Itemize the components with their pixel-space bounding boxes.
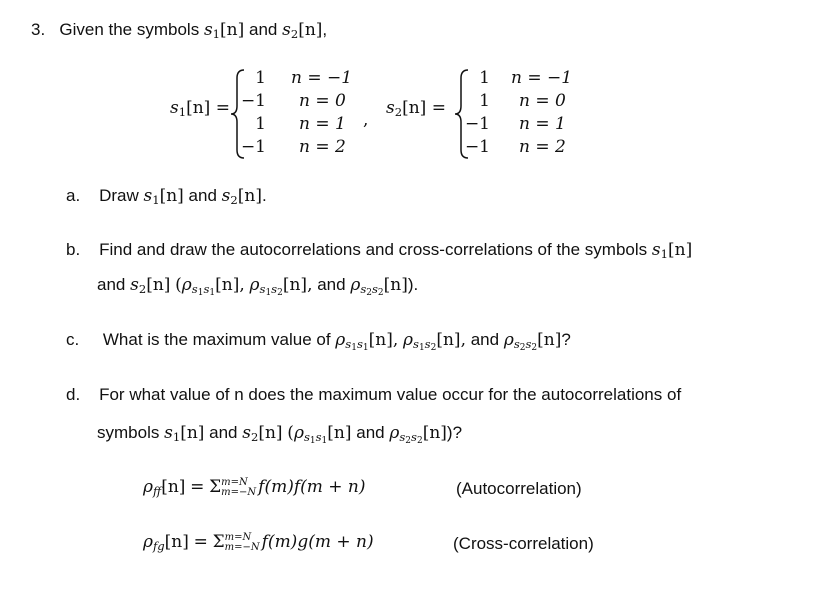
autocorrelation-formula: $\rho_{ff}[n] = \Sigma m=N$ m=−N f(m)f(m + n) (143, 476, 366, 499)
auto-sigma: Σ (209, 477, 222, 497)
s1-value-0: 1 (255, 68, 266, 88)
s2-cond-0: n = −1 (511, 68, 573, 88)
question-number: 3. (31, 20, 46, 39)
s2-value-2: −1 (464, 114, 490, 134)
s1-trailing-comma: , (363, 110, 369, 130)
s2-cond-1: n = 0 (519, 91, 566, 111)
s1-value-1: −1 (240, 91, 266, 111)
auto-body: f(m)f(m + n) (258, 477, 366, 497)
s1-cond-3: n = 2 (299, 137, 346, 157)
part-c-label: c. (66, 330, 80, 349)
question-intro: Given the symbols (59, 20, 200, 39)
s2-value-3: −1 (464, 137, 490, 157)
cross-sigma: Σ (212, 532, 225, 552)
s1-cond-0: n = −1 (291, 68, 353, 88)
part-d-line1: d. For what value of n does the maximum value occur for the autocorrelations of (66, 385, 682, 404)
s2-cond-3: n = 2 (519, 137, 566, 157)
autocorrelation-label: (Autocorrelation) (456, 479, 582, 498)
s1-value-3: −1 (240, 137, 266, 157)
part-a-label: a. (66, 186, 81, 205)
s1-lhs: $s_1[n]$ = (170, 98, 230, 120)
question-header: 3. Given the symbols $s_1[n]$ and $s_2[n]$, (31, 20, 328, 42)
s2-value-1: 1 (479, 91, 490, 111)
part-b-label: b. (66, 240, 81, 259)
part-d-label: d. (66, 385, 81, 404)
crosscorrelation-label: (Cross-correlation) (453, 534, 594, 553)
s1-cond-1: n = 0 (299, 91, 346, 111)
s2-value-0: 1 (479, 68, 490, 88)
crosscorrelation-formula: $\rho_{fg}[n] = \Sigma m=N$ m=−N f(m)g(m + n) (143, 531, 374, 554)
cross-body: f(m)g(m + n) (261, 532, 374, 552)
part-c: c. What is the maximum value of $\rho_{s1s1}[n]$, $\rho_{s1s2}[n]$, and $\rho_{s2s2}[n]$? (66, 330, 571, 354)
part-d-line2: symbols $s_1[n]$ and $s_2[n]$ ($\rho_{s1s1}[n]$ and $\rho_{s2s2}[n]$)? (97, 423, 463, 447)
s1-value-2: 1 (255, 114, 266, 134)
part-a: a. Draw $s_1[n]$ and $s_2[n]$. (66, 186, 267, 208)
s2-lhs: $s_2[n]$ = (386, 98, 446, 120)
part-b-line1: b. Find and draw the autocorrelations and cross-correlations of the symbols $s_1[n]$ (66, 240, 693, 262)
s1-cond-2: n = 1 (299, 114, 346, 134)
s2-cond-2: n = 1 (519, 114, 566, 134)
part-b-line2: and $s_2[n]$ ($\rho_{s1s1}[n]$, $\rho_{s1s2}[n]$, and $\rho_{s2s2}[n]$). (97, 275, 419, 299)
